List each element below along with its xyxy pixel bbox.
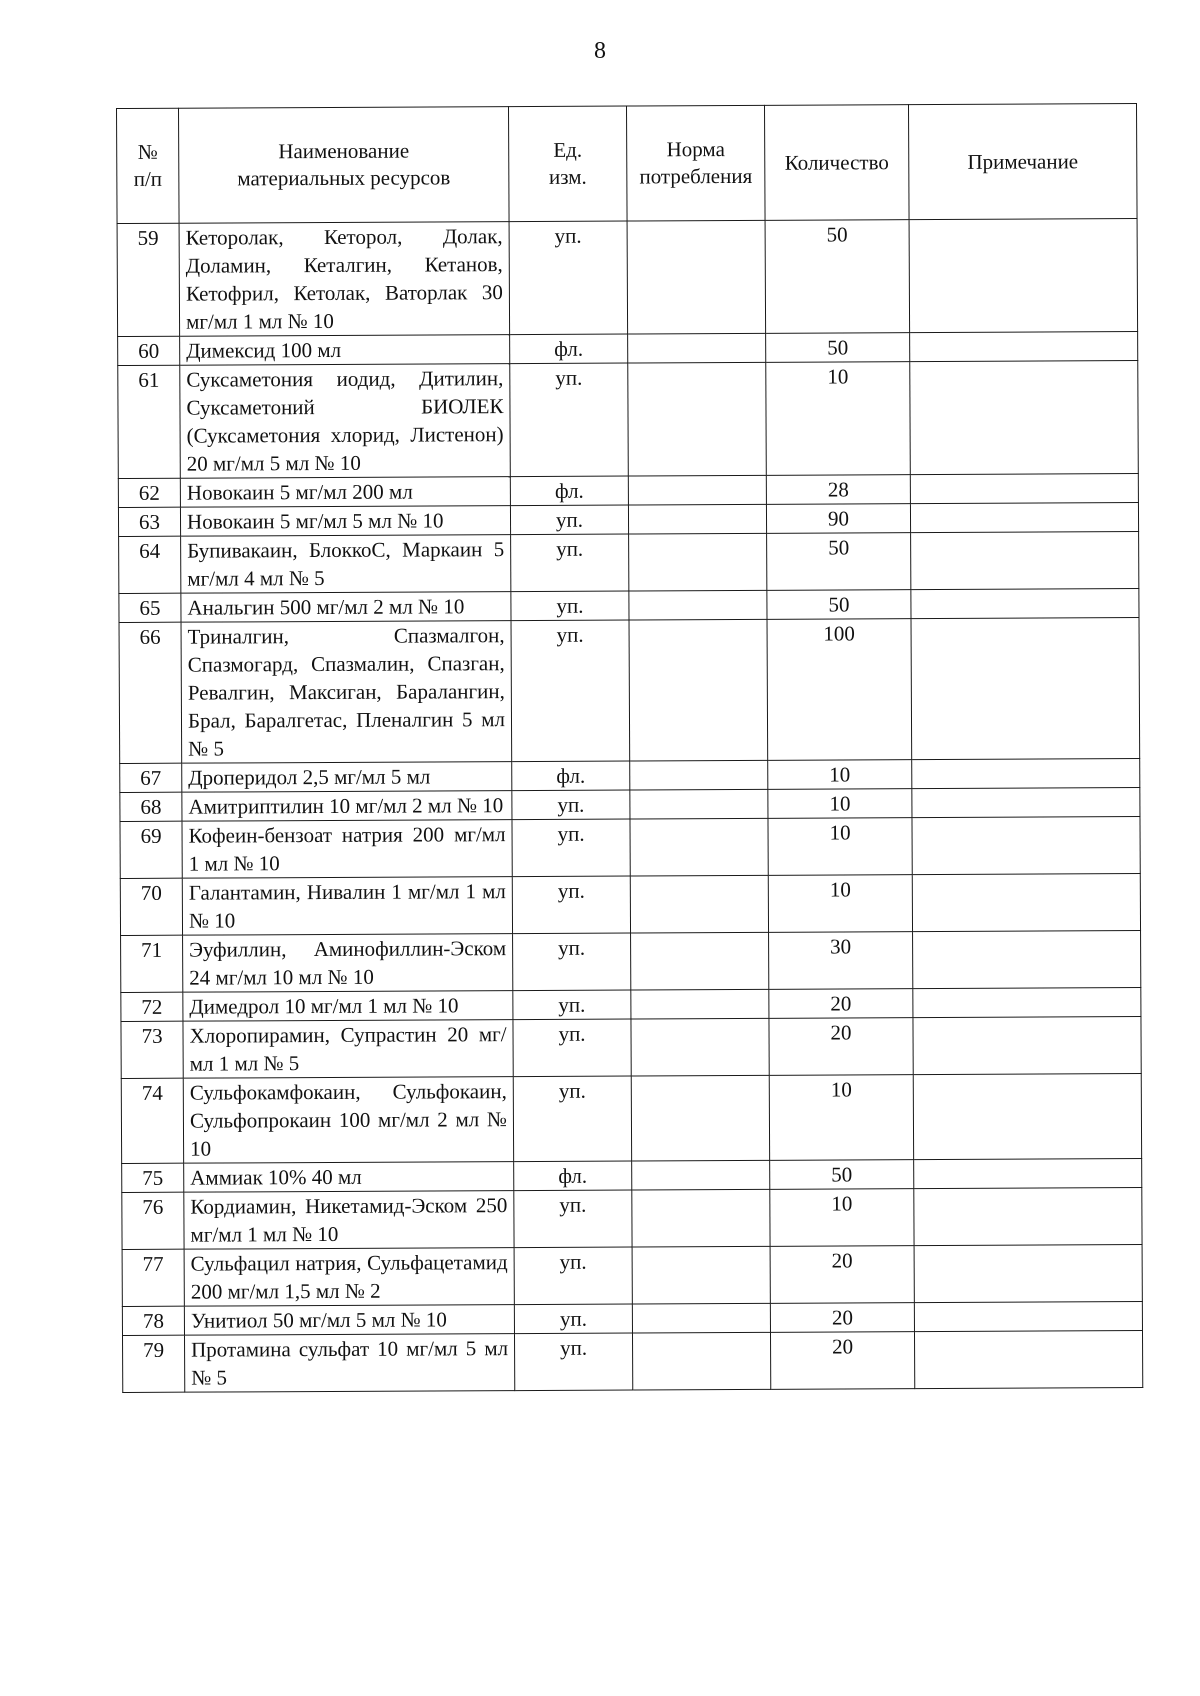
cell-unit: уп. <box>513 933 631 991</box>
cell-norm <box>628 362 767 476</box>
cell-norm <box>631 1075 769 1161</box>
table-header <box>117 104 1138 224</box>
cell-note <box>912 788 1140 818</box>
table-row <box>122 1330 1142 1392</box>
cell-qty: 10 <box>768 818 912 876</box>
cell-note <box>912 759 1140 789</box>
cell-qty: 20 <box>770 1332 914 1390</box>
cell-unit: фл. <box>514 1161 632 1191</box>
cell-name: Анальгин 500 мг/мл 2 мл № 10 <box>181 592 511 623</box>
cell-num: 64 <box>119 536 181 593</box>
header-num-line2: п/п <box>133 166 163 191</box>
cell-unit: фл. <box>510 334 628 364</box>
cell-note <box>910 474 1138 504</box>
cell-num: 78 <box>122 1306 184 1335</box>
cell-unit: уп. <box>514 1190 632 1248</box>
cell-unit: уп. <box>514 1247 632 1305</box>
cell-unit: фл. <box>512 761 630 791</box>
cell-num: 79 <box>122 1335 184 1392</box>
cell-name: Протамина сульфат 10 мг/мл 5 мл № 5 <box>184 1334 514 1393</box>
cell-num: 74 <box>121 1078 183 1163</box>
cell-unit: фл. <box>510 476 628 506</box>
cell-qty: 90 <box>766 504 910 534</box>
header-unit-line1: Ед. <box>553 137 583 162</box>
cell-name: Сульфацил натрия, Сульфацетамид 200 мг/мл 1,5 мл № 2 <box>184 1248 514 1307</box>
cell-note <box>910 503 1138 533</box>
resources-table <box>116 103 1143 1393</box>
cell-name: Сульфокамфокаин, Сульфокаин, Сульфопрокаин 100 мг/мл 2 мл № 10 <box>183 1077 513 1164</box>
cell-num: 63 <box>118 507 180 536</box>
cell-norm <box>630 818 768 876</box>
cell-norm <box>629 590 767 620</box>
cell-unit: уп. <box>511 534 629 592</box>
cell-note <box>913 1017 1141 1075</box>
cell-note <box>914 1159 1142 1189</box>
cell-num: 71 <box>121 935 183 992</box>
cell-qty: 20 <box>770 1246 914 1304</box>
cell-note <box>914 1244 1142 1302</box>
cell-note <box>914 1330 1142 1388</box>
cell-note <box>911 618 1140 760</box>
cell-unit: уп. <box>512 876 630 934</box>
header-norm-line1: Норма <box>666 137 725 162</box>
header-row <box>117 104 1138 224</box>
cell-note <box>913 988 1141 1018</box>
table-row <box>119 618 1140 764</box>
cell-num: 67 <box>120 763 182 792</box>
cell-qty: 50 <box>770 1160 914 1190</box>
cell-norm <box>632 1160 770 1190</box>
cell-num: 70 <box>120 878 182 935</box>
cell-name: Амитриптилин 10 мг/мл 2 мл № 10 <box>182 791 512 822</box>
table-row <box>120 874 1140 936</box>
cell-name: Суксаметония иодид, Дитилин, Суксаметоний БИОЛЕК (Суксаметония хлорид, Листенон) 20 мг/мл 5 мл № 10 <box>180 364 511 479</box>
page-number: 8 <box>594 38 606 64</box>
header-unit <box>508 106 627 222</box>
cell-qty: 20 <box>769 989 913 1019</box>
header-norm <box>626 105 765 221</box>
cell-name: Бупивакаин, БлоккоС, Маркаин 5 мг/мл 4 мл № 5 <box>181 535 511 594</box>
cell-name: Дроперидол 2,5 мг/мл 5 мл <box>182 762 512 793</box>
header-name <box>179 107 510 224</box>
cell-qty: 50 <box>766 333 910 363</box>
cell-num: 65 <box>119 593 181 622</box>
header-name-line2: материальных ресурсов <box>237 165 451 191</box>
cell-qty: 10 <box>766 362 911 476</box>
cell-name: Кофеин-бензоат натрия 200 мг/мл 1 мл № 10 <box>182 820 512 879</box>
cell-norm <box>631 1018 769 1076</box>
cell-num: 72 <box>121 992 183 1021</box>
cell-unit: уп. <box>511 591 629 621</box>
table-row <box>121 1074 1141 1164</box>
cell-name: Триналгин, Спазмалгон, Спазмогард, Спазмалин, Спазган, Ревалгин, Максиган, Баралангин, Брал, Баралгетас, Пленалгин 5 мл № 5 <box>181 621 512 764</box>
cell-norm <box>630 789 768 819</box>
cell-norm <box>630 875 768 933</box>
cell-name: Кеторолак, Кеторол, Долак, Доламин, Кеталгин, Кетанов, Кетофрил, Кетолак, Ваторлак 30 мг/мл 1 мл № 10 <box>179 222 510 337</box>
table-row <box>118 361 1139 479</box>
cell-norm <box>628 504 766 534</box>
table-body <box>117 219 1143 1393</box>
cell-num: 76 <box>122 1192 184 1249</box>
cell-unit: уп. <box>513 1019 631 1077</box>
table-row <box>120 817 1140 879</box>
cell-note <box>914 1301 1142 1331</box>
cell-unit: уп. <box>514 1333 632 1391</box>
cell-qty: 10 <box>769 1075 913 1161</box>
cell-norm <box>632 1189 770 1247</box>
cell-qty: 50 <box>767 533 911 591</box>
cell-name: Новокаин 5 мг/мл 200 мл <box>180 477 510 508</box>
cell-norm <box>632 1332 770 1390</box>
cell-qty: 20 <box>769 1018 913 1076</box>
table-row <box>117 219 1138 337</box>
cell-norm <box>632 1246 770 1304</box>
cell-note <box>910 361 1139 475</box>
header-qty: Количество <box>764 105 909 221</box>
header-num-line1: № <box>137 139 158 164</box>
cell-norm <box>631 989 769 1019</box>
cell-num: 62 <box>118 478 180 507</box>
cell-note <box>911 589 1139 619</box>
table-row <box>121 931 1141 993</box>
cell-unit: уп. <box>511 620 630 762</box>
cell-norm <box>629 533 767 591</box>
cell-num: 66 <box>119 622 182 763</box>
cell-qty: 28 <box>766 475 910 505</box>
cell-num: 69 <box>120 821 182 878</box>
cell-name: Аммиак 10% 40 мл <box>184 1162 514 1193</box>
cell-qty: 50 <box>767 590 911 620</box>
table-row <box>121 1017 1141 1079</box>
cell-num: 60 <box>118 336 180 365</box>
cell-qty: 10 <box>768 760 912 790</box>
table-row <box>122 1188 1142 1250</box>
cell-unit: уп. <box>514 1304 632 1334</box>
cell-unit: уп. <box>509 221 628 335</box>
cell-norm <box>628 475 766 505</box>
cell-num: 77 <box>122 1249 184 1306</box>
table-row <box>119 532 1139 594</box>
cell-note <box>912 874 1140 932</box>
cell-qty: 100 <box>767 619 912 761</box>
cell-name: Димексид 100 мл <box>180 335 510 366</box>
cell-qty: 10 <box>768 789 912 819</box>
cell-qty: 10 <box>770 1189 914 1247</box>
header-unit-line2: изм. <box>548 164 587 189</box>
cell-num: 68 <box>120 792 182 821</box>
cell-num: 59 <box>117 223 180 336</box>
cell-name: Галантамин, Нивалин 1 мг/мл 1 мл № 10 <box>182 877 512 936</box>
header-num <box>117 108 180 223</box>
cell-num: 73 <box>121 1021 183 1078</box>
cell-unit: уп. <box>510 505 628 535</box>
cell-num: 75 <box>122 1163 184 1192</box>
cell-name: Кордиамин, Никетамид-Эском 250 мг/мл 1 мл № 10 <box>184 1191 514 1250</box>
cell-name: Унитиол 50 мг/мл 5 мл № 10 <box>184 1305 514 1336</box>
header-name-line1: Наименование <box>278 138 410 164</box>
cell-name: Эуфиллин, Аминофиллин-Эском 24 мг/мл 10 мл № 10 <box>183 934 513 993</box>
cell-note <box>912 817 1140 875</box>
cell-qty: 50 <box>765 220 910 334</box>
table-row <box>122 1244 1142 1306</box>
cell-unit: уп. <box>512 790 630 820</box>
header-note: Примечание <box>908 104 1137 220</box>
cell-note <box>911 532 1139 590</box>
cell-qty: 10 <box>768 875 912 933</box>
cell-unit: уп. <box>513 1076 631 1162</box>
cell-unit: уп. <box>510 363 629 477</box>
cell-note <box>913 931 1141 989</box>
header-norm-line2: потребления <box>639 163 753 189</box>
cell-unit: уп. <box>512 819 630 877</box>
cell-name: Димедрол 10 мг/мл 1 мл № 10 <box>183 991 513 1022</box>
cell-norm <box>631 932 769 990</box>
cell-note <box>909 219 1138 333</box>
cell-note <box>914 1188 1142 1246</box>
cell-name: Хлоропирамин, Супрастин 20 мг/мл 1 мл № 5 <box>183 1020 513 1079</box>
cell-name: Новокаин 5 мг/мл 5 мл № 10 <box>180 506 510 537</box>
cell-norm <box>629 619 768 761</box>
cell-qty: 30 <box>769 932 913 990</box>
cell-norm <box>630 760 768 790</box>
cell-qty: 20 <box>770 1303 914 1333</box>
cell-unit: уп. <box>513 990 631 1020</box>
cell-note <box>910 332 1138 362</box>
cell-num: 61 <box>118 365 181 478</box>
cell-note <box>913 1074 1141 1160</box>
cell-norm <box>628 333 766 363</box>
cell-norm <box>632 1303 770 1333</box>
cell-norm <box>627 220 766 334</box>
